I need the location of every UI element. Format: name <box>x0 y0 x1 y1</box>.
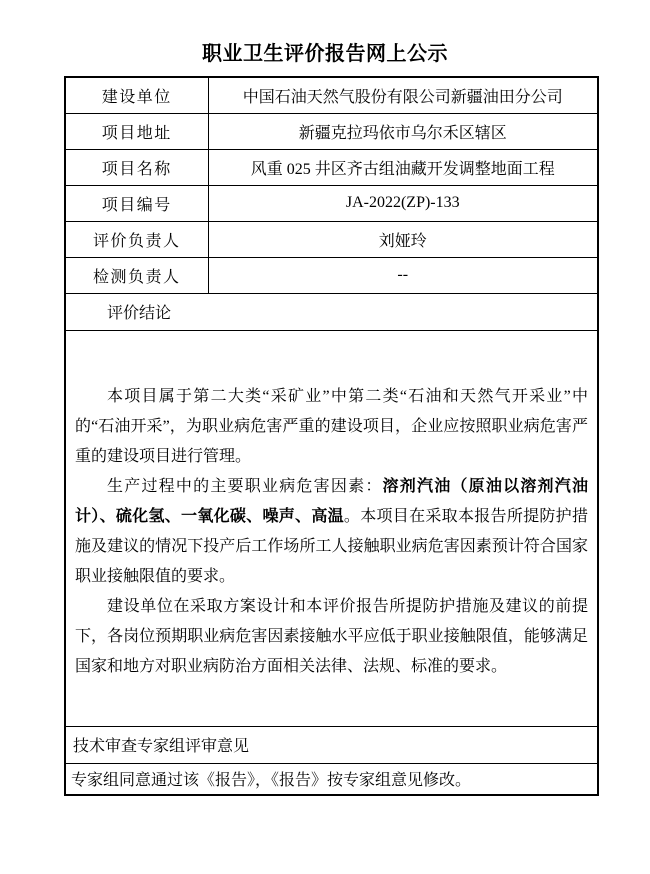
evaluation-lead-value: 刘娅玲 <box>208 221 598 257</box>
row-expert-review-header <box>65 726 598 763</box>
testing-lead-value: -- <box>208 257 598 293</box>
row-evaluation-lead <box>65 221 598 257</box>
row-project-number <box>65 185 598 221</box>
construction-unit-value: 中国石油天然气股份有限公司新疆油田分公司 <box>208 77 598 113</box>
construction-unit-label: 建设单位 <box>65 77 208 113</box>
row-conclusion-header <box>65 293 598 330</box>
conclusion-paragraph-1: 本项目属于第二大类“采矿业”中第二类“石油和天然气开采业”中的“石油开采”，为职业病危害严重的建设项目，企业应按照职业病危害严重的建设项目进行管理。 <box>75 387 588 465</box>
conclusion-header: 评价结论 <box>65 293 598 330</box>
conclusion-paragraph-2-hazards: 溶剂汽油（原油以溶剂汽油计）、硫化氢、一氧化碳、噪声、高温 <box>75 477 588 525</box>
project-address-value: 新疆克拉玛依市乌尔禾区辖区 <box>208 113 598 149</box>
announcement-table <box>64 76 599 796</box>
evaluation-lead-label: 评价负责人 <box>65 221 208 257</box>
project-address-label: 项目地址 <box>65 113 208 149</box>
conclusion-paragraph-2-prefix: 生产过程中的主要职业病危害因素： <box>107 477 383 495</box>
conclusion-paragraph-2-suffix: 。本项目在采取本报告所提防护措施及建议的情况下投产后工作场所工人接触职业病危害因素预计符合国家职业接触限值的要求。 <box>75 507 588 585</box>
project-number-label: 项目编号 <box>65 185 208 221</box>
row-expert-review-content <box>65 763 598 795</box>
project-name-value: 风重 025 井区齐古组油藏开发调整地面工程 <box>208 149 598 185</box>
row-conclusion-body <box>65 330 598 726</box>
page-title: 职业卫生评价报告网上公示 <box>202 43 448 65</box>
expert-review-content: 专家组同意通过该《报告》，《报告》按专家组意见修改。 <box>65 763 598 795</box>
conclusion-paragraph-2 <box>75 472 588 592</box>
conclusion-paragraph-3: 建设单位在采取方案设计和本评价报告所提防护措施及建议的前提下，各岗位预期职业病危害因素接触水平应低于职业接触限值，能够满足国家和地方对职业病防治方面相关法律、法规、标准的要求。 <box>75 597 588 675</box>
testing-lead-label: 检测负责人 <box>65 257 208 293</box>
project-name-label: 项目名称 <box>65 149 208 185</box>
expert-review-header: 技术审查专家组评审意见 <box>65 726 598 763</box>
project-number-value: JA-2022(ZP)-133 <box>208 185 598 221</box>
row-project-name <box>65 149 598 185</box>
conclusion-body <box>65 330 598 726</box>
row-testing-lead <box>65 257 598 293</box>
row-construction-unit <box>65 77 598 113</box>
row-project-address <box>65 113 598 149</box>
